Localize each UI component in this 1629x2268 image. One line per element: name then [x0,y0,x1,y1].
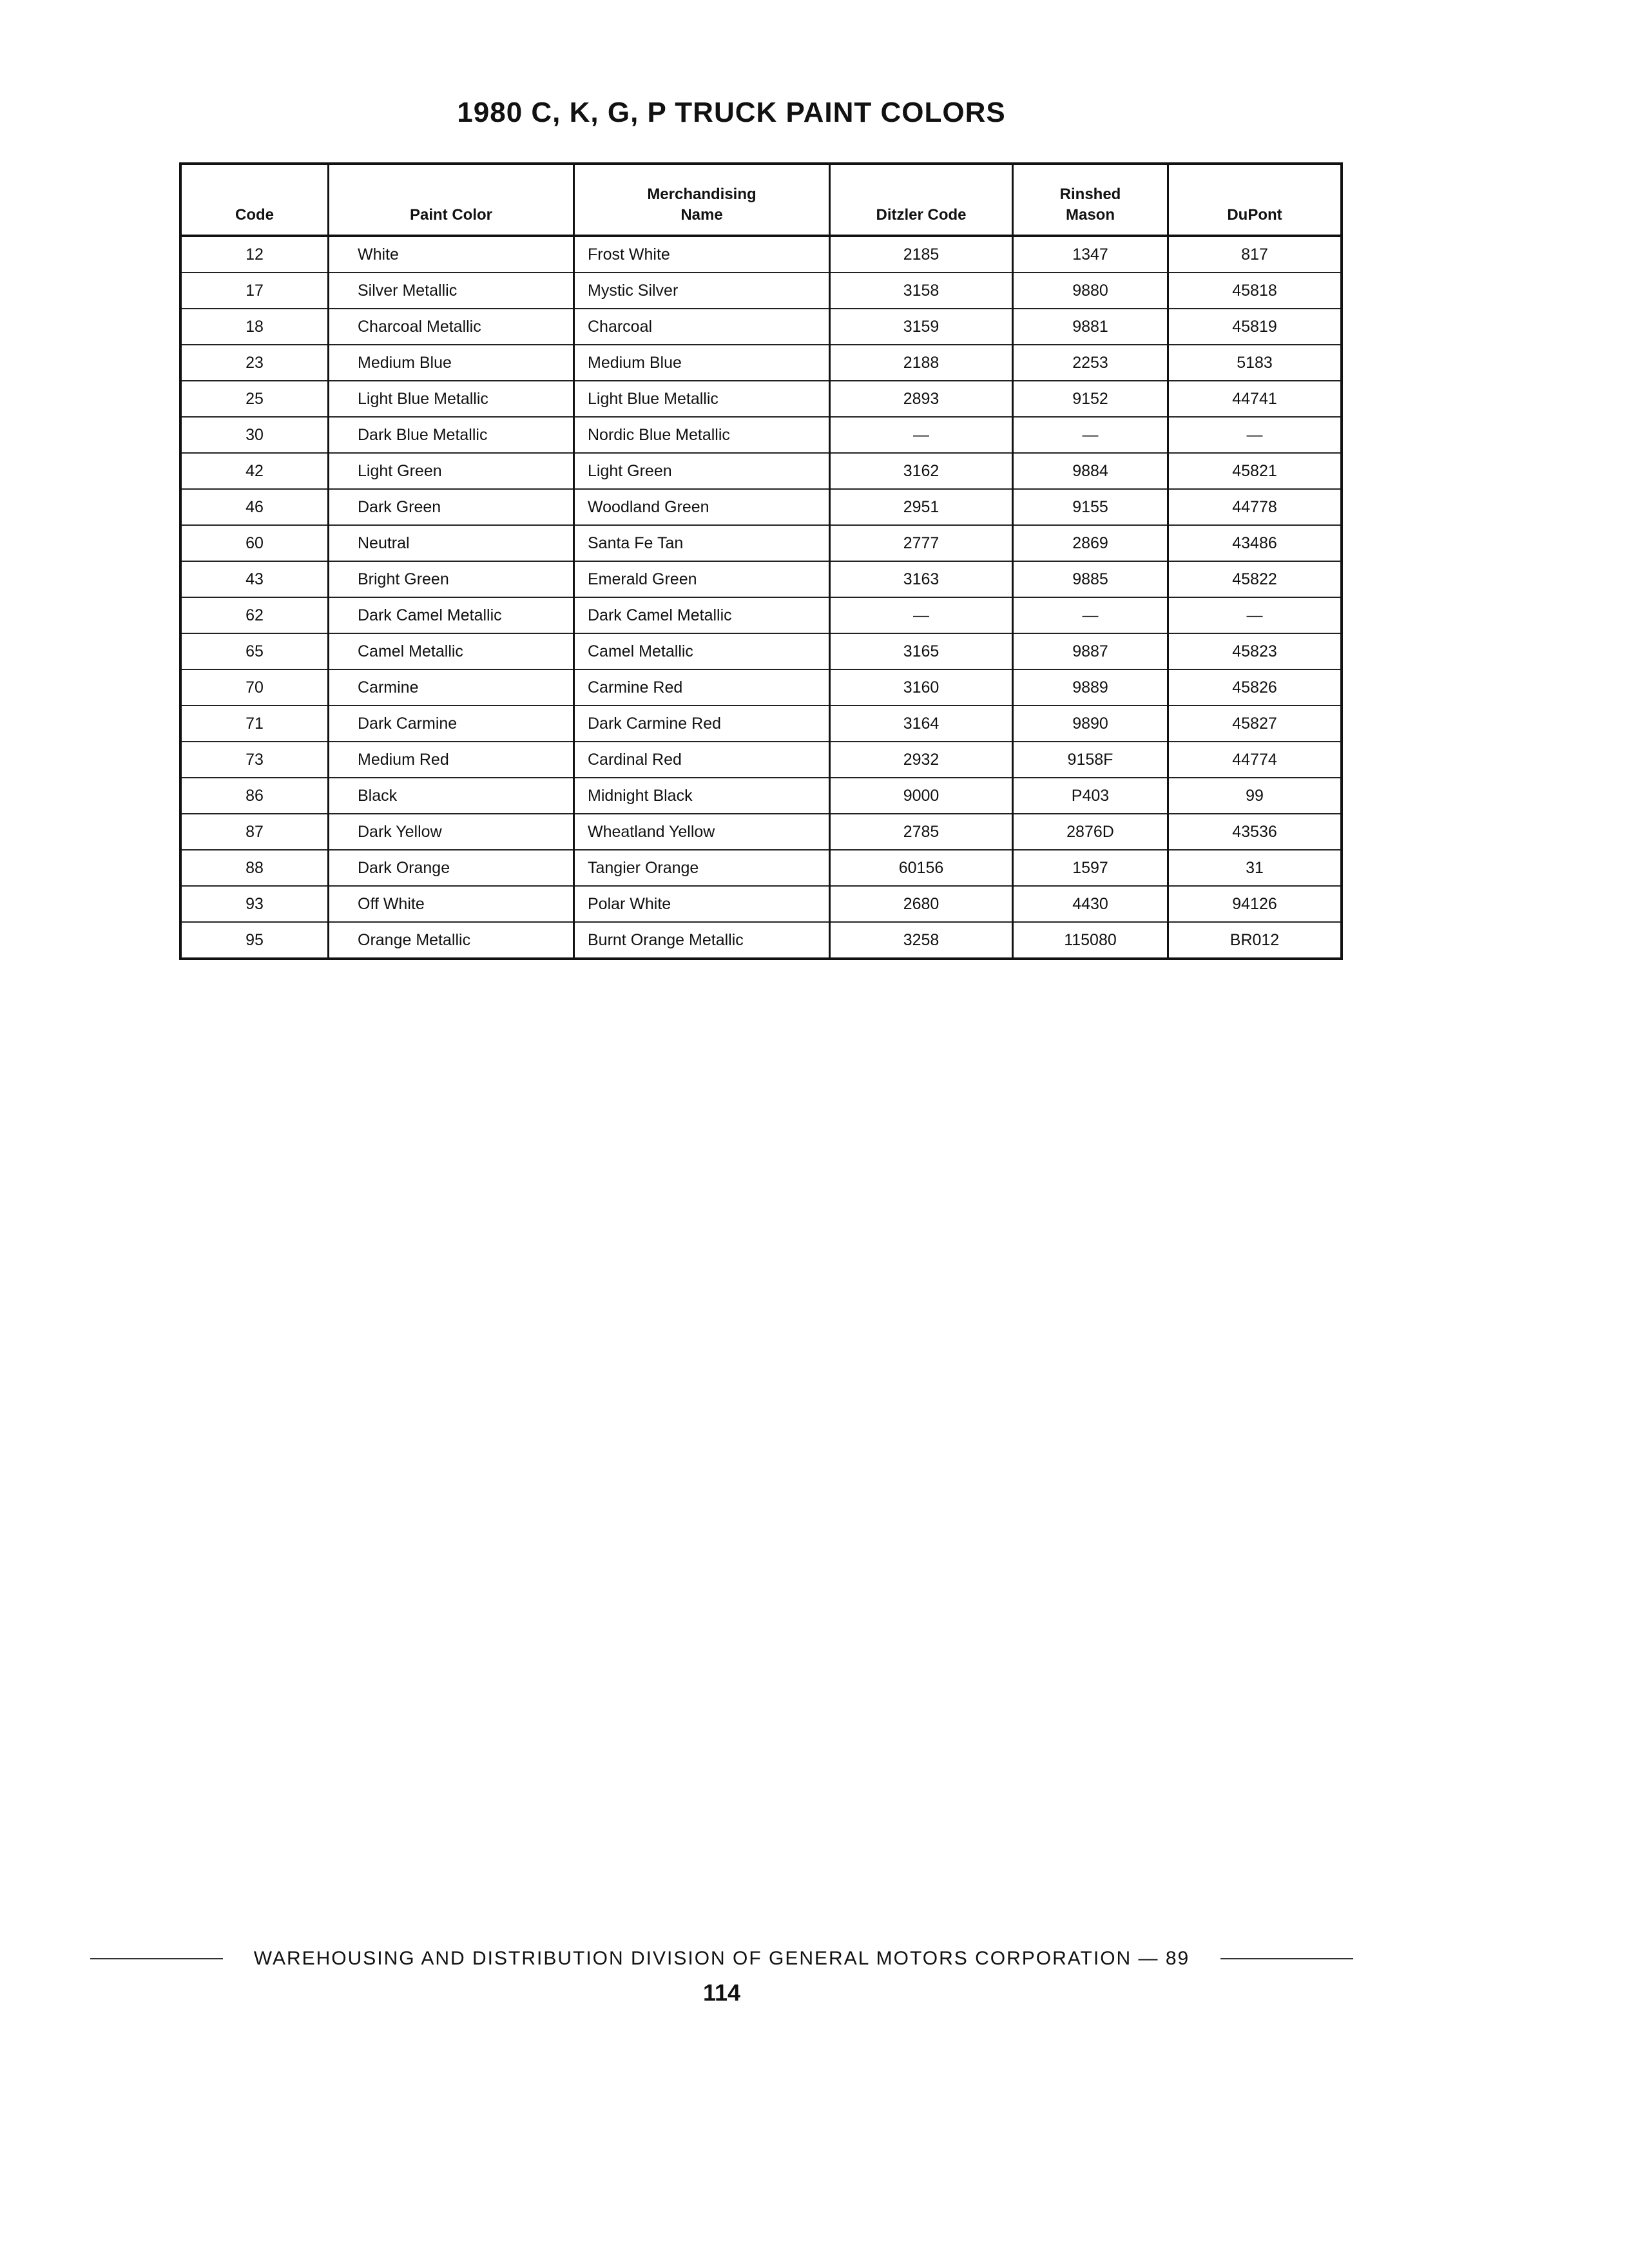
cell-paint-color: White [329,236,574,273]
cell-ditzler-code: — [830,597,1013,633]
cell-merchandising-name: Mystic Silver [574,273,830,309]
cell-merchandising-name: Nordic Blue Metallic [574,417,830,453]
cell-code: 86 [180,778,329,814]
cell-code: 42 [180,453,329,489]
cell-rinshed-mason: 2253 [1013,345,1168,381]
table-row [180,525,1342,561]
cell-paint-color: Orange Metallic [329,922,574,959]
cell-ditzler-code: 2932 [830,742,1013,778]
cell-dupont: 99 [1168,778,1342,814]
cell-rinshed-mason: 9158F [1013,742,1168,778]
cell-ditzler-code: 2785 [830,814,1013,850]
table-row [180,309,1342,345]
cell-dupont: — [1168,417,1342,453]
table-row [180,597,1342,633]
footer-rule-left [90,1958,223,1959]
cell-paint-color: Dark Orange [329,850,574,886]
cell-rinshed-mason: 9881 [1013,309,1168,345]
cell-merchandising-name: Cardinal Red [574,742,830,778]
cell-paint-color: Charcoal Metallic [329,309,574,345]
cell-dupont: 44741 [1168,381,1342,417]
cell-merchandising-name: Burnt Orange Metallic [574,922,830,959]
cell-ditzler-code: 2951 [830,489,1013,525]
table-row [180,273,1342,309]
cell-merchandising-name: Emerald Green [574,561,830,597]
cell-code: 70 [180,669,329,706]
cell-paint-color: Dark Yellow [329,814,574,850]
cell-dupont: 43536 [1168,814,1342,850]
footer-text: WAREHOUSING AND DISTRIBUTION DIVISION OF GENERAL MOTORS CORPORATION — 89 [253,1948,1190,1969]
cell-rinshed-mason: 2869 [1013,525,1168,561]
cell-code: 73 [180,742,329,778]
table-row [180,381,1342,417]
table-body [180,236,1342,959]
page-footer [90,1946,1353,1972]
header-paint-color: Paint Color [329,164,574,236]
header-merchandising-line2: Name [680,206,723,224]
cell-rinshed-mason: 9885 [1013,561,1168,597]
cell-code: 87 [180,814,329,850]
cell-rinshed-mason: — [1013,597,1168,633]
cell-paint-color: Carmine [329,669,574,706]
table-row [180,742,1342,778]
cell-dupont: 45826 [1168,669,1342,706]
cell-merchandising-name: Light Green [574,453,830,489]
cell-ditzler-code: 2185 [830,236,1013,273]
cell-merchandising-name: Medium Blue [574,345,830,381]
cell-paint-color: Light Blue Metallic [329,381,574,417]
table-row [180,453,1342,489]
cell-rinshed-mason: 9155 [1013,489,1168,525]
table-row [180,778,1342,814]
cell-dupont: 45827 [1168,706,1342,742]
cell-dupont: 817 [1168,236,1342,273]
cell-ditzler-code: 3162 [830,453,1013,489]
cell-merchandising-name: Tangier Orange [574,850,830,886]
cell-merchandising-name: Camel Metallic [574,633,830,669]
cell-paint-color: Medium Red [329,742,574,778]
cell-ditzler-code: 3163 [830,561,1013,597]
cell-rinshed-mason: 9890 [1013,706,1168,742]
cell-paint-color: Bright Green [329,561,574,597]
cell-dupont: 45818 [1168,273,1342,309]
cell-code: 95 [180,922,329,959]
page-number: 114 [702,1979,741,2006]
cell-rinshed-mason: 1347 [1013,236,1168,273]
cell-rinshed-mason: 9884 [1013,453,1168,489]
header-code: Code [180,164,329,236]
table-row [180,706,1342,742]
cell-merchandising-name: Charcoal [574,309,830,345]
cell-paint-color: Black [329,778,574,814]
cell-paint-color: Silver Metallic [329,273,574,309]
cell-paint-color: Off White [329,886,574,922]
header-rinshed-mason [1013,164,1168,236]
cell-rinshed-mason: 2876D [1013,814,1168,850]
cell-code: 71 [180,706,329,742]
page-title: 1980 C, K, G, P TRUCK PAINT COLORS [457,97,1006,128]
cell-merchandising-name: Dark Camel Metallic [574,597,830,633]
table-row [180,633,1342,669]
cell-dupont: 45821 [1168,453,1342,489]
cell-dupont: 45819 [1168,309,1342,345]
cell-ditzler-code: 2777 [830,525,1013,561]
header-rinshed-line1: Rinshed [1059,186,1121,203]
table-row [180,236,1342,273]
cell-merchandising-name: Santa Fe Tan [574,525,830,561]
table-row [180,489,1342,525]
cell-code: 93 [180,886,329,922]
cell-dupont: 31 [1168,850,1342,886]
cell-code: 23 [180,345,329,381]
cell-ditzler-code: 3164 [830,706,1013,742]
cell-dupont: 94126 [1168,886,1342,922]
cell-ditzler-code: 3158 [830,273,1013,309]
cell-rinshed-mason: 9887 [1013,633,1168,669]
cell-ditzler-code: 60156 [830,850,1013,886]
cell-rinshed-mason: — [1013,417,1168,453]
cell-paint-color: Dark Green [329,489,574,525]
header-merchandising-name [574,164,830,236]
cell-paint-color: Camel Metallic [329,633,574,669]
cell-paint-color: Neutral [329,525,574,561]
cell-merchandising-name: Frost White [574,236,830,273]
cell-merchandising-name: Light Blue Metallic [574,381,830,417]
cell-dupont: 5183 [1168,345,1342,381]
cell-merchandising-name: Wheatland Yellow [574,814,830,850]
cell-rinshed-mason: 9880 [1013,273,1168,309]
cell-code: 18 [180,309,329,345]
cell-merchandising-name: Polar White [574,886,830,922]
header-row [180,164,1342,236]
cell-code: 17 [180,273,329,309]
cell-code: 12 [180,236,329,273]
cell-rinshed-mason: 9152 [1013,381,1168,417]
cell-ditzler-code: 2188 [830,345,1013,381]
cell-merchandising-name: Woodland Green [574,489,830,525]
cell-merchandising-name: Carmine Red [574,669,830,706]
cell-ditzler-code: 3159 [830,309,1013,345]
cell-code: 25 [180,381,329,417]
cell-paint-color: Dark Camel Metallic [329,597,574,633]
cell-rinshed-mason: P403 [1013,778,1168,814]
paint-color-table [179,162,1343,960]
table-row [180,345,1342,381]
cell-ditzler-code: — [830,417,1013,453]
cell-code: 43 [180,561,329,597]
table-row [180,561,1342,597]
table-row [180,850,1342,886]
header-rinshed-line2: Mason [1065,206,1115,224]
cell-paint-color: Dark Blue Metallic [329,417,574,453]
cell-ditzler-code: 3258 [830,922,1013,959]
table-row [180,669,1342,706]
cell-dupont: 45822 [1168,561,1342,597]
cell-code: 46 [180,489,329,525]
header-ditzler-code: Ditzler Code [830,164,1013,236]
cell-paint-color: Light Green [329,453,574,489]
cell-dupont: 45823 [1168,633,1342,669]
table-row [180,417,1342,453]
table-row [180,814,1342,850]
cell-code: 62 [180,597,329,633]
cell-rinshed-mason: 1597 [1013,850,1168,886]
footer-rule-right [1220,1958,1353,1959]
cell-code: 60 [180,525,329,561]
cell-ditzler-code: 3165 [830,633,1013,669]
cell-rinshed-mason: 4430 [1013,886,1168,922]
cell-code: 30 [180,417,329,453]
header-dupont: DuPont [1168,164,1342,236]
cell-dupont: 44778 [1168,489,1342,525]
cell-rinshed-mason: 115080 [1013,922,1168,959]
cell-paint-color: Medium Blue [329,345,574,381]
cell-merchandising-name: Midnight Black [574,778,830,814]
cell-code: 88 [180,850,329,886]
table-header [180,164,1342,236]
table-row [180,922,1342,959]
cell-ditzler-code: 3160 [830,669,1013,706]
cell-ditzler-code: 9000 [830,778,1013,814]
cell-merchandising-name: Dark Carmine Red [574,706,830,742]
cell-ditzler-code: 2680 [830,886,1013,922]
cell-dupont: 43486 [1168,525,1342,561]
cell-dupont: — [1168,597,1342,633]
cell-ditzler-code: 2893 [830,381,1013,417]
cell-paint-color: Dark Carmine [329,706,574,742]
table-row [180,886,1342,922]
header-merchandising-line1: Merchandising [647,186,757,203]
cell-dupont: 44774 [1168,742,1342,778]
cell-dupont: BR012 [1168,922,1342,959]
cell-rinshed-mason: 9889 [1013,669,1168,706]
cell-code: 65 [180,633,329,669]
paint-color-table-container [179,162,1289,960]
